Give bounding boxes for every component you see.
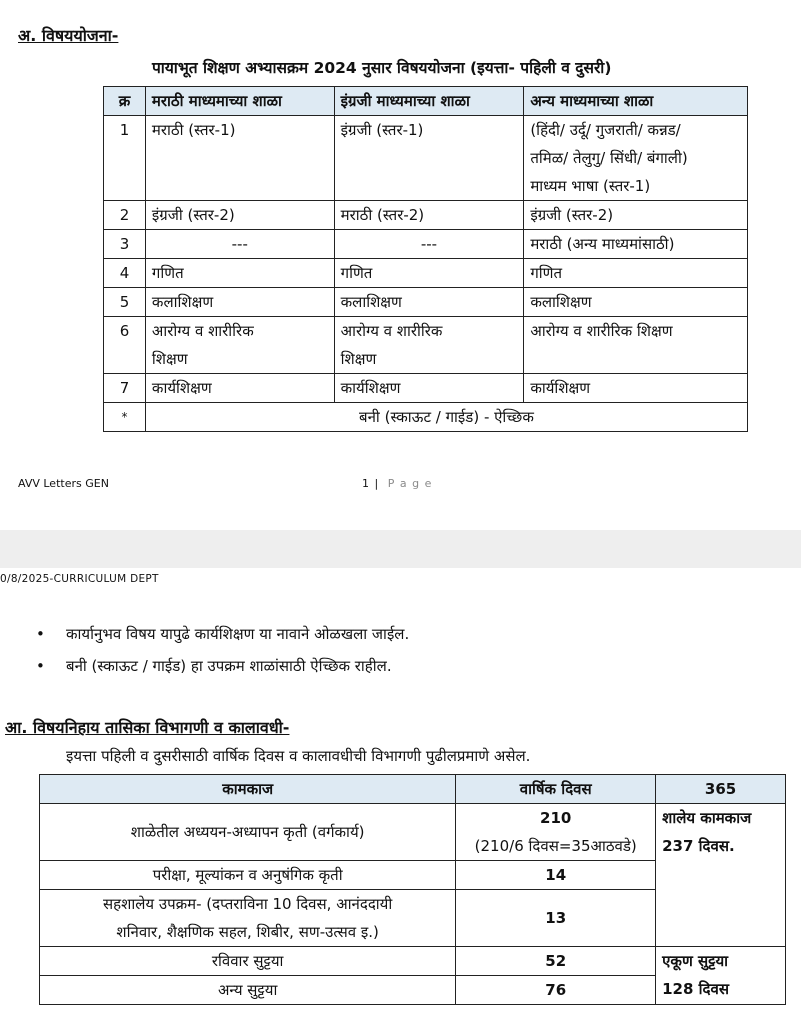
- cell-english: इंग्रजी (स्तर-1): [334, 116, 524, 201]
- cell-other: मराठी (अन्य माध्यमांसाठी): [524, 230, 748, 259]
- school-work-days: 237 दिवस.: [662, 837, 735, 855]
- cell-holiday-total: [656, 947, 786, 1005]
- subject-plan-table: [103, 86, 748, 432]
- cell-serial: 6: [104, 317, 146, 374]
- cell-serial: 1: [104, 116, 146, 201]
- cell-activity-line: सहशालेय उपक्रम- (दप्तराविना 10 दिवस, आनंददायी: [103, 895, 393, 913]
- cell-serial: 7: [104, 374, 146, 403]
- table-row: [104, 230, 748, 259]
- cropped-text-line: [0, 0, 801, 6]
- cell-merged-optional: बनी (स्काऊट / गाईड) - ऐच्छिक: [145, 403, 747, 432]
- header-marathi-medium: मराठी माध्यमाच्या शाळा: [145, 87, 334, 116]
- holiday-label: एकूण सुट्टया: [662, 952, 729, 970]
- time-allocation-table: [39, 774, 786, 1005]
- table-row: [104, 288, 748, 317]
- cell-activity: [40, 890, 456, 947]
- cell-other: कार्यशिक्षण: [524, 374, 748, 403]
- header-annual-days: वार्षिक दिवस: [456, 775, 656, 804]
- table-row: [104, 259, 748, 288]
- table-row: [40, 804, 786, 861]
- list-item-text: बनी (स्काऊट / गाईड) हा उपक्रम शाळांसाठी ऐच्छिक राहील.: [66, 657, 392, 675]
- header-other-medium: अन्य माध्यमाच्या शाळा: [524, 87, 748, 116]
- cell-days-value: 210: [540, 809, 572, 827]
- cell-school-work-total: [656, 804, 786, 947]
- page-number: [362, 477, 432, 490]
- school-work-label: शालेय कामकाज: [662, 809, 752, 827]
- subject-plan-title: पायाभूत शिक्षण अभ्यासक्रम 2024 नुसार विषययोजना (इयत्ता- पहिली व दुसरी): [152, 59, 612, 77]
- cell-english: कलाशिक्षण: [334, 288, 524, 317]
- cell-marathi: मराठी (स्तर-1): [145, 116, 334, 201]
- page-word: P a g e: [387, 477, 433, 490]
- table-row: [104, 116, 748, 201]
- notes-list: [36, 618, 409, 682]
- cell-serial: 4: [104, 259, 146, 288]
- document-page-2: [0, 568, 801, 1016]
- header-english-medium: इंग्रजी माध्यमाच्या शाळा: [334, 87, 524, 116]
- holiday-days: 128 दिवस: [662, 980, 729, 998]
- cell-other: गणित: [524, 259, 748, 288]
- cell-other-line: (हिंदी/ उर्दू/ गुजराती/ कन्नड/: [530, 121, 681, 139]
- list-item: [36, 650, 409, 682]
- cell-marathi-line: शिक्षण: [151, 350, 188, 368]
- cell-days: 52: [456, 947, 656, 976]
- header-serial: क्र: [104, 87, 146, 116]
- cell-days: 14: [456, 861, 656, 890]
- cell-other-line: तमिळ/ तेलुगु/ सिंधी/ बंगाली): [530, 149, 688, 167]
- cell-days: [456, 804, 656, 861]
- cell-other: कलाशिक्षण: [524, 288, 748, 317]
- cell-marathi: कार्यशिक्षण: [145, 374, 334, 403]
- table-row: [40, 947, 786, 976]
- cell-activity: रविवार सुट्टया: [40, 947, 456, 976]
- table-header-row: [40, 775, 786, 804]
- page-gap: [0, 530, 801, 568]
- list-item: [36, 618, 409, 650]
- header-stamp: 0/8/2025-CURRICULUM DEPT: [0, 573, 159, 585]
- cell-english-line: आरोग्य व शारीरिक: [340, 322, 443, 340]
- bullet-icon: •: [36, 657, 45, 675]
- cell-days: 76: [456, 976, 656, 1005]
- cell-serial: 5: [104, 288, 146, 317]
- cell-activity-line: शनिवार, शैक्षणिक सहल, शिबीर, सण-उत्सव इ.): [116, 923, 379, 941]
- section-a-heading: अ. विषययोजना-: [18, 26, 119, 45]
- table-row: [104, 403, 748, 432]
- cell-marathi: ---: [145, 230, 334, 259]
- cell-english-line: शिक्षण: [340, 350, 377, 368]
- cell-activity: परीक्षा, मूल्यांकन व अनुषंगिक कृती: [40, 861, 456, 890]
- header-total-days: 365: [656, 775, 786, 804]
- section-b-heading: आ. विषयनिहाय तासिका विभागणी व कालावधी-: [5, 718, 290, 737]
- cell-days: 13: [456, 890, 656, 947]
- cell-activity: अन्य सुट्टया: [40, 976, 456, 1005]
- cell-marathi: इंग्रजी (स्तर-2): [145, 201, 334, 230]
- cell-english: कार्यशिक्षण: [334, 374, 524, 403]
- table-row: [104, 374, 748, 403]
- cell-other: इंग्रजी (स्तर-2): [524, 201, 748, 230]
- cell-english: गणित: [334, 259, 524, 288]
- section-b-intro: इयत्ता पहिली व दुसरीसाठी वार्षिक दिवस व कालावधीची विभागणी पुढीलप्रमाणे असेल.: [66, 747, 531, 765]
- header-activity: कामकाज: [40, 775, 456, 804]
- cell-english: मराठी (स्तर-2): [334, 201, 524, 230]
- cell-serial: 3: [104, 230, 146, 259]
- page-number-separator: |: [374, 477, 380, 490]
- footer-text: AVV Letters GEN: [18, 477, 109, 490]
- cell-serial: 2: [104, 201, 146, 230]
- cell-other: [524, 116, 748, 201]
- cell-english: [334, 317, 524, 374]
- table-row: [104, 317, 748, 374]
- cell-activity: शाळेतील अध्ययन-अध्यापन कृती (वर्गकार्य): [40, 804, 456, 861]
- cell-other: आरोग्य व शारीरिक शिक्षण: [524, 317, 748, 374]
- cell-marathi: [145, 317, 334, 374]
- cell-days-note: (210/6 दिवस=35आठवडे): [474, 837, 637, 855]
- cell-other-line: माध्यम भाषा (स्तर-1): [530, 177, 651, 195]
- cell-marathi-line: आरोग्य व शारीरिक: [151, 322, 254, 340]
- cell-english: ---: [334, 230, 524, 259]
- cell-serial: *: [104, 403, 146, 432]
- table-row: [104, 201, 748, 230]
- table-header-row: [104, 87, 748, 116]
- bullet-icon: •: [36, 625, 45, 643]
- page-number-value: 1: [362, 477, 370, 490]
- cell-marathi: कलाशिक्षण: [145, 288, 334, 317]
- list-item-text: कार्यानुभव विषय यापुढे कार्यशिक्षण या नावाने ओळखला जाईल.: [66, 625, 410, 643]
- cell-marathi: गणित: [145, 259, 334, 288]
